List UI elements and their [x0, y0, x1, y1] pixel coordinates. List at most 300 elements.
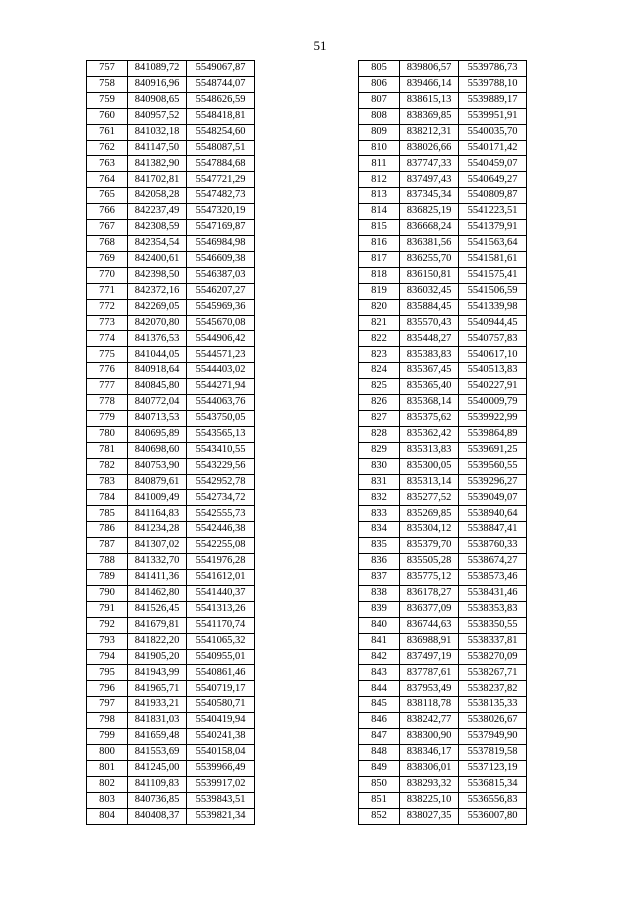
- table-row: [87, 379, 255, 395]
- x-coordinate-cell: 841462,80: [128, 585, 187, 601]
- point-number-cell: 829: [359, 442, 400, 458]
- x-coordinate-cell: 842372,16: [128, 283, 187, 299]
- table-row: [359, 665, 527, 681]
- x-coordinate-cell: 841659,48: [128, 729, 187, 745]
- table-row: [359, 458, 527, 474]
- x-coordinate-cell: 841702,81: [128, 172, 187, 188]
- point-number-cell: 786: [87, 522, 128, 538]
- x-coordinate-cell: 835365,40: [400, 379, 459, 395]
- table-row: [359, 395, 527, 411]
- y-coordinate-cell: 5542255,08: [187, 538, 255, 554]
- y-coordinate-cell: 5546207,27: [187, 283, 255, 299]
- point-number-cell: 821: [359, 315, 400, 331]
- table-row: [87, 92, 255, 108]
- table-row: [87, 283, 255, 299]
- y-coordinate-cell: 5538135,33: [459, 697, 527, 713]
- table-row: [359, 792, 527, 808]
- y-coordinate-cell: 5546984,98: [187, 235, 255, 251]
- table-row: [359, 570, 527, 586]
- x-coordinate-cell: 835368,14: [400, 395, 459, 411]
- point-number-cell: 803: [87, 792, 128, 808]
- table-row: [87, 235, 255, 251]
- point-number-cell: 781: [87, 442, 128, 458]
- x-coordinate-cell: 840713,53: [128, 410, 187, 426]
- point-number-cell: 839: [359, 601, 400, 617]
- table-row: [87, 188, 255, 204]
- table-row: [87, 156, 255, 172]
- table-row: [359, 713, 527, 729]
- table-row: [87, 108, 255, 124]
- y-coordinate-cell: 5548254,60: [187, 124, 255, 140]
- x-coordinate-cell: 841147,50: [128, 140, 187, 156]
- point-number-cell: 820: [359, 299, 400, 315]
- table-row: [87, 410, 255, 426]
- table-row: [87, 760, 255, 776]
- point-number-cell: 782: [87, 458, 128, 474]
- point-number-cell: 769: [87, 251, 128, 267]
- table-row: [359, 617, 527, 633]
- point-number-cell: 794: [87, 649, 128, 665]
- table-row: [359, 363, 527, 379]
- point-number-cell: 766: [87, 204, 128, 220]
- y-coordinate-cell: 5538350,55: [459, 617, 527, 633]
- point-number-cell: 787: [87, 538, 128, 554]
- x-coordinate-cell: 836668,24: [400, 220, 459, 236]
- y-coordinate-cell: 5545670,08: [187, 315, 255, 331]
- x-coordinate-cell: 835884,45: [400, 299, 459, 315]
- x-coordinate-cell: 841905,20: [128, 649, 187, 665]
- y-coordinate-cell: 5540719,17: [187, 681, 255, 697]
- table-row: [359, 283, 527, 299]
- y-coordinate-cell: 5547320,19: [187, 204, 255, 220]
- point-number-cell: 799: [87, 729, 128, 745]
- point-number-cell: 765: [87, 188, 128, 204]
- y-coordinate-cell: 5540944,45: [459, 315, 527, 331]
- y-coordinate-cell: 5536556,83: [459, 792, 527, 808]
- x-coordinate-cell: 835362,42: [400, 426, 459, 442]
- table-row: [87, 331, 255, 347]
- y-coordinate-cell: 5539786,73: [459, 61, 527, 77]
- table-row: [359, 235, 527, 251]
- y-coordinate-cell: 5539691,25: [459, 442, 527, 458]
- y-coordinate-cell: 5539560,55: [459, 458, 527, 474]
- y-coordinate-cell: 5541612,01: [187, 570, 255, 586]
- y-coordinate-cell: 5538847,41: [459, 522, 527, 538]
- point-number-cell: 807: [359, 92, 400, 108]
- x-coordinate-cell: 835375,62: [400, 410, 459, 426]
- x-coordinate-cell: 841679,81: [128, 617, 187, 633]
- y-coordinate-cell: 5543750,05: [187, 410, 255, 426]
- x-coordinate-cell: 837787,61: [400, 665, 459, 681]
- table-row: [87, 522, 255, 538]
- table-row: [87, 363, 255, 379]
- y-coordinate-cell: 5540580,71: [187, 697, 255, 713]
- x-coordinate-cell: 838293,32: [400, 776, 459, 792]
- x-coordinate-cell: 835269,85: [400, 506, 459, 522]
- point-number-cell: 828: [359, 426, 400, 442]
- x-coordinate-cell: 835775,12: [400, 570, 459, 586]
- x-coordinate-cell: 835313,83: [400, 442, 459, 458]
- point-number-cell: 798: [87, 713, 128, 729]
- point-number-cell: 849: [359, 760, 400, 776]
- y-coordinate-cell: 5544571,23: [187, 347, 255, 363]
- x-coordinate-cell: 840753,90: [128, 458, 187, 474]
- x-coordinate-cell: 835379,70: [400, 538, 459, 554]
- table-row: [359, 156, 527, 172]
- x-coordinate-cell: 836744,63: [400, 617, 459, 633]
- x-coordinate-cell: 837345,34: [400, 188, 459, 204]
- y-coordinate-cell: 5540158,04: [187, 744, 255, 760]
- y-coordinate-cell: 5540649,27: [459, 172, 527, 188]
- x-coordinate-cell: 840916,96: [128, 76, 187, 92]
- point-number-cell: 830: [359, 458, 400, 474]
- y-coordinate-cell: 5540227,91: [459, 379, 527, 395]
- point-number-cell: 812: [359, 172, 400, 188]
- table-row: [359, 554, 527, 570]
- point-number-cell: 843: [359, 665, 400, 681]
- y-coordinate-cell: 5546609,38: [187, 251, 255, 267]
- point-number-cell: 848: [359, 744, 400, 760]
- x-coordinate-cell: 841234,28: [128, 522, 187, 538]
- point-number-cell: 809: [359, 124, 400, 140]
- table-row: [359, 267, 527, 283]
- table-row: [359, 808, 527, 824]
- y-coordinate-cell: 5539966,49: [187, 760, 255, 776]
- point-number-cell: 810: [359, 140, 400, 156]
- table-row: [359, 299, 527, 315]
- point-number-cell: 764: [87, 172, 128, 188]
- y-coordinate-cell: 5540617,10: [459, 347, 527, 363]
- x-coordinate-cell: 842354,54: [128, 235, 187, 251]
- y-coordinate-cell: 5544063,76: [187, 395, 255, 411]
- y-coordinate-cell: 5541223,51: [459, 204, 527, 220]
- point-number-cell: 852: [359, 808, 400, 824]
- point-number-cell: 832: [359, 490, 400, 506]
- point-number-cell: 816: [359, 235, 400, 251]
- x-coordinate-cell: 841164,83: [128, 506, 187, 522]
- table-row: [359, 649, 527, 665]
- y-coordinate-cell: 5541440,37: [187, 585, 255, 601]
- table-row: [87, 76, 255, 92]
- point-number-cell: 802: [87, 776, 128, 792]
- y-coordinate-cell: 5547721,29: [187, 172, 255, 188]
- table-row: [87, 776, 255, 792]
- point-number-cell: 761: [87, 124, 128, 140]
- y-coordinate-cell: 5549067,87: [187, 61, 255, 77]
- x-coordinate-cell: 837747,33: [400, 156, 459, 172]
- point-number-cell: 846: [359, 713, 400, 729]
- x-coordinate-cell: 842070,80: [128, 315, 187, 331]
- y-coordinate-cell: 5538337,81: [459, 633, 527, 649]
- point-number-cell: 842: [359, 649, 400, 665]
- point-number-cell: 791: [87, 601, 128, 617]
- table-row: [359, 124, 527, 140]
- x-coordinate-cell: 836178,27: [400, 585, 459, 601]
- x-coordinate-cell: 838615,13: [400, 92, 459, 108]
- x-coordinate-cell: 836825,19: [400, 204, 459, 220]
- point-number-cell: 772: [87, 299, 128, 315]
- x-coordinate-cell: 840879,61: [128, 474, 187, 490]
- table-row: [87, 601, 255, 617]
- y-coordinate-cell: 5540809,87: [459, 188, 527, 204]
- x-coordinate-cell: 841382,90: [128, 156, 187, 172]
- point-number-cell: 833: [359, 506, 400, 522]
- point-number-cell: 844: [359, 681, 400, 697]
- x-coordinate-cell: 838369,85: [400, 108, 459, 124]
- y-coordinate-cell: 5548744,07: [187, 76, 255, 92]
- y-coordinate-cell: 5536007,80: [459, 808, 527, 824]
- y-coordinate-cell: 5537123,19: [459, 760, 527, 776]
- table-row: [359, 410, 527, 426]
- table-row: [359, 140, 527, 156]
- y-coordinate-cell: 5539788,10: [459, 76, 527, 92]
- point-number-cell: 834: [359, 522, 400, 538]
- table-row: [359, 204, 527, 220]
- point-number-cell: 819: [359, 283, 400, 299]
- y-coordinate-cell: 5542734,72: [187, 490, 255, 506]
- y-coordinate-cell: 5547169,87: [187, 220, 255, 236]
- table-row: [87, 395, 255, 411]
- point-number-cell: 780: [87, 426, 128, 442]
- y-coordinate-cell: 5539917,02: [187, 776, 255, 792]
- x-coordinate-cell: 841553,69: [128, 744, 187, 760]
- x-coordinate-cell: 839806,57: [400, 61, 459, 77]
- x-coordinate-cell: 840772,04: [128, 395, 187, 411]
- y-coordinate-cell: 5538431,46: [459, 585, 527, 601]
- table-row: [87, 570, 255, 586]
- y-coordinate-cell: 5542555,73: [187, 506, 255, 522]
- table-row: [87, 713, 255, 729]
- x-coordinate-cell: 836377,09: [400, 601, 459, 617]
- table-row: [359, 92, 527, 108]
- y-coordinate-cell: 5548087,51: [187, 140, 255, 156]
- table-row: [87, 554, 255, 570]
- table-row: [87, 172, 255, 188]
- table-row: [359, 681, 527, 697]
- x-coordinate-cell: 840695,89: [128, 426, 187, 442]
- point-number-cell: 773: [87, 315, 128, 331]
- y-coordinate-cell: 5540757,83: [459, 331, 527, 347]
- x-coordinate-cell: 835300,05: [400, 458, 459, 474]
- y-coordinate-cell: 5539922,99: [459, 410, 527, 426]
- table-row: [359, 744, 527, 760]
- point-number-cell: 847: [359, 729, 400, 745]
- table-row: [359, 601, 527, 617]
- table-row: [87, 140, 255, 156]
- y-coordinate-cell: 5538674,27: [459, 554, 527, 570]
- y-coordinate-cell: 5540861,46: [187, 665, 255, 681]
- x-coordinate-cell: 838212,31: [400, 124, 459, 140]
- x-coordinate-cell: 838027,35: [400, 808, 459, 824]
- point-number-cell: 827: [359, 410, 400, 426]
- table-row: [87, 617, 255, 633]
- point-number-cell: 790: [87, 585, 128, 601]
- y-coordinate-cell: 5540459,07: [459, 156, 527, 172]
- x-coordinate-cell: 835313,14: [400, 474, 459, 490]
- x-coordinate-cell: 841032,18: [128, 124, 187, 140]
- y-coordinate-cell: 5545969,36: [187, 299, 255, 315]
- point-number-cell: 771: [87, 283, 128, 299]
- x-coordinate-cell: 838118,78: [400, 697, 459, 713]
- y-coordinate-cell: 5543565,13: [187, 426, 255, 442]
- y-coordinate-cell: 5544271,94: [187, 379, 255, 395]
- point-number-cell: 774: [87, 331, 128, 347]
- point-number-cell: 806: [359, 76, 400, 92]
- point-number-cell: 789: [87, 570, 128, 586]
- x-coordinate-cell: 840957,52: [128, 108, 187, 124]
- y-coordinate-cell: 5543410,55: [187, 442, 255, 458]
- point-number-cell: 838: [359, 585, 400, 601]
- y-coordinate-cell: 5539889,17: [459, 92, 527, 108]
- point-number-cell: 800: [87, 744, 128, 760]
- table-row: [87, 808, 255, 824]
- table-row: [359, 331, 527, 347]
- y-coordinate-cell: 5541976,28: [187, 554, 255, 570]
- y-coordinate-cell: 5538760,33: [459, 538, 527, 554]
- table-row: [87, 474, 255, 490]
- y-coordinate-cell: 5539951,91: [459, 108, 527, 124]
- point-number-cell: 775: [87, 347, 128, 363]
- y-coordinate-cell: 5544906,42: [187, 331, 255, 347]
- y-coordinate-cell: 5540035,70: [459, 124, 527, 140]
- y-coordinate-cell: 5538267,71: [459, 665, 527, 681]
- point-number-cell: 831: [359, 474, 400, 490]
- table-row: [359, 220, 527, 236]
- y-coordinate-cell: 5538237,82: [459, 681, 527, 697]
- y-coordinate-cell: 5541506,59: [459, 283, 527, 299]
- x-coordinate-cell: 841526,45: [128, 601, 187, 617]
- point-number-cell: 783: [87, 474, 128, 490]
- table-row: [87, 585, 255, 601]
- table-row: [87, 649, 255, 665]
- x-coordinate-cell: 841089,72: [128, 61, 187, 77]
- x-coordinate-cell: 838346,17: [400, 744, 459, 760]
- y-coordinate-cell: 5538353,83: [459, 601, 527, 617]
- x-coordinate-cell: 841009,49: [128, 490, 187, 506]
- point-number-cell: 784: [87, 490, 128, 506]
- y-coordinate-cell: 5539296,27: [459, 474, 527, 490]
- y-coordinate-cell: 5547482,73: [187, 188, 255, 204]
- point-number-cell: 823: [359, 347, 400, 363]
- table-row: [87, 124, 255, 140]
- x-coordinate-cell: 841933,21: [128, 697, 187, 713]
- point-number-cell: 776: [87, 363, 128, 379]
- y-coordinate-cell: 5538026,67: [459, 713, 527, 729]
- x-coordinate-cell: 837497,43: [400, 172, 459, 188]
- x-coordinate-cell: 835383,83: [400, 347, 459, 363]
- table-row: [359, 76, 527, 92]
- x-coordinate-cell: 836381,56: [400, 235, 459, 251]
- y-coordinate-cell: 5539864,89: [459, 426, 527, 442]
- y-coordinate-cell: 5541170,74: [187, 617, 255, 633]
- x-coordinate-cell: 838225,10: [400, 792, 459, 808]
- table-row: [359, 108, 527, 124]
- table-row: [87, 442, 255, 458]
- table-row: [359, 633, 527, 649]
- x-coordinate-cell: 835367,45: [400, 363, 459, 379]
- x-coordinate-cell: 835570,43: [400, 315, 459, 331]
- x-coordinate-cell: 835505,28: [400, 554, 459, 570]
- point-number-cell: 793: [87, 633, 128, 649]
- x-coordinate-cell: 841943,99: [128, 665, 187, 681]
- x-coordinate-cell: 836988,91: [400, 633, 459, 649]
- point-number-cell: 757: [87, 61, 128, 77]
- table-row: [87, 347, 255, 363]
- point-number-cell: 788: [87, 554, 128, 570]
- x-coordinate-cell: 836150,81: [400, 267, 459, 283]
- x-coordinate-cell: 837953,49: [400, 681, 459, 697]
- y-coordinate-cell: 5540955,01: [187, 649, 255, 665]
- table-row: [359, 585, 527, 601]
- table-row: [359, 506, 527, 522]
- point-number-cell: 785: [87, 506, 128, 522]
- x-coordinate-cell: 841411,36: [128, 570, 187, 586]
- point-number-cell: 808: [359, 108, 400, 124]
- table-row: [87, 490, 255, 506]
- point-number-cell: 770: [87, 267, 128, 283]
- point-number-cell: 835: [359, 538, 400, 554]
- x-coordinate-cell: 842398,50: [128, 267, 187, 283]
- point-number-cell: 850: [359, 776, 400, 792]
- point-number-cell: 813: [359, 188, 400, 204]
- y-coordinate-cell: 5538270,09: [459, 649, 527, 665]
- x-coordinate-cell: 840736,85: [128, 792, 187, 808]
- point-number-cell: 836: [359, 554, 400, 570]
- table-row: [359, 347, 527, 363]
- table-row: [359, 442, 527, 458]
- y-coordinate-cell: 5543229,56: [187, 458, 255, 474]
- y-coordinate-cell: 5541065,32: [187, 633, 255, 649]
- point-number-cell: 805: [359, 61, 400, 77]
- table-row: [359, 61, 527, 77]
- table-row: [359, 538, 527, 554]
- table-row: [359, 729, 527, 745]
- table-row: [359, 188, 527, 204]
- x-coordinate-cell: 838026,66: [400, 140, 459, 156]
- table-row: [359, 379, 527, 395]
- y-coordinate-cell: 5541339,98: [459, 299, 527, 315]
- x-coordinate-cell: 842058,28: [128, 188, 187, 204]
- x-coordinate-cell: 841822,20: [128, 633, 187, 649]
- x-coordinate-cell: 835304,12: [400, 522, 459, 538]
- table-row: [359, 251, 527, 267]
- y-coordinate-cell: 5540171,42: [459, 140, 527, 156]
- table-row: [87, 792, 255, 808]
- x-coordinate-cell: 841965,71: [128, 681, 187, 697]
- point-number-cell: 795: [87, 665, 128, 681]
- x-coordinate-cell: 841044,05: [128, 347, 187, 363]
- y-coordinate-cell: 5538940,64: [459, 506, 527, 522]
- x-coordinate-cell: 841332,70: [128, 554, 187, 570]
- x-coordinate-cell: 840845,80: [128, 379, 187, 395]
- point-number-cell: 763: [87, 156, 128, 172]
- y-coordinate-cell: 5538573,46: [459, 570, 527, 586]
- table-row: [87, 315, 255, 331]
- y-coordinate-cell: 5541575,41: [459, 267, 527, 283]
- table-row: [359, 776, 527, 792]
- point-number-cell: 777: [87, 379, 128, 395]
- point-number-cell: 837: [359, 570, 400, 586]
- table-row: [87, 61, 255, 77]
- table-row: [87, 299, 255, 315]
- y-coordinate-cell: 5539049,07: [459, 490, 527, 506]
- y-coordinate-cell: 5547884,68: [187, 156, 255, 172]
- table-row: [87, 251, 255, 267]
- point-number-cell: 804: [87, 808, 128, 824]
- x-coordinate-cell: 835448,27: [400, 331, 459, 347]
- x-coordinate-cell: 839466,14: [400, 76, 459, 92]
- point-number-cell: 759: [87, 92, 128, 108]
